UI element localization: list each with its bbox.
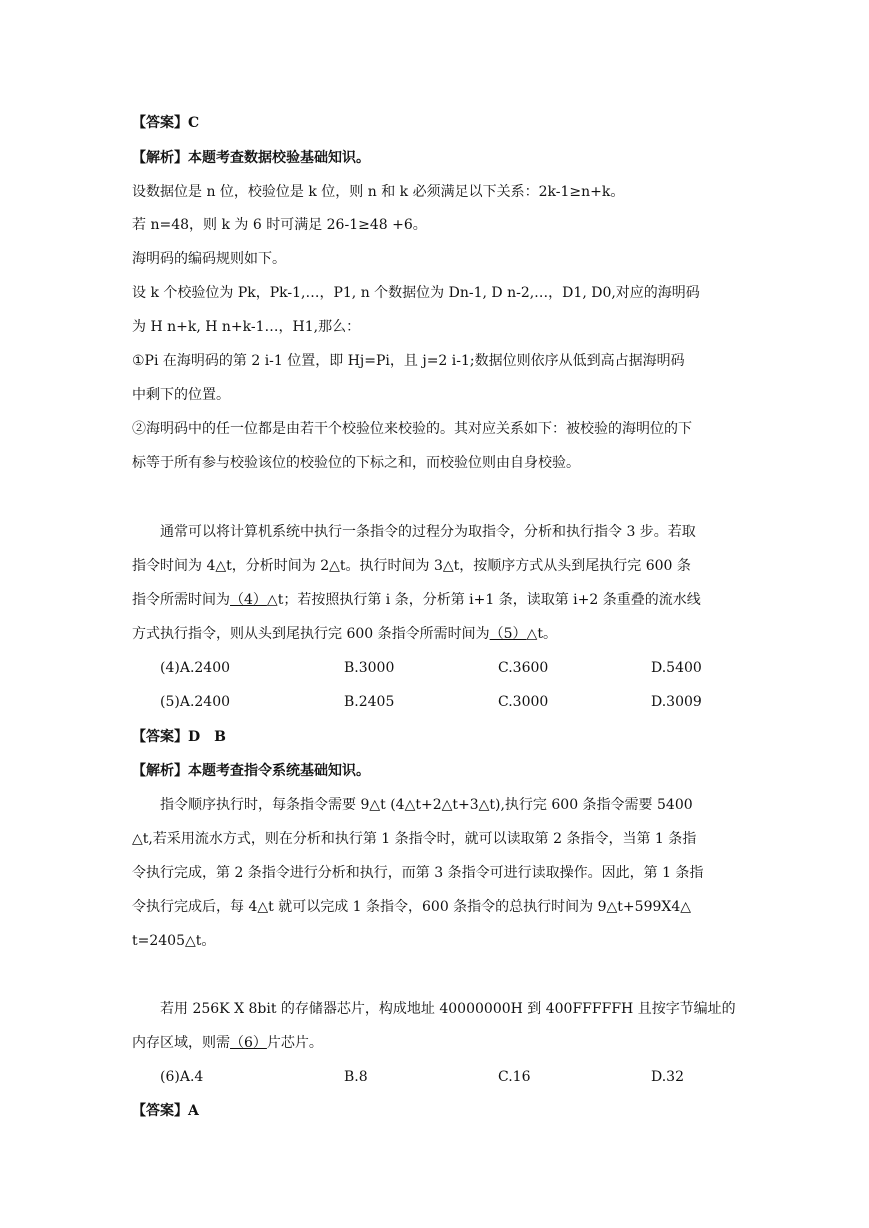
paragraph-line: 设 k 个校验位为 Pk，Pk-1,…，P1, n 个数据位为 Dn-1, D n-2,…，D1, D0,对应的海明码 [132,285,700,301]
option-4b: B.3000 [344,660,395,676]
answer-label: 【答案】C [132,115,200,131]
paragraph-line: 若 n=48，则 k 为 6 时可满足 26-1≥48 +6。 [132,217,427,233]
blank-5: （5） [489,626,527,642]
question-line: 通常可以将计算机系统中执行一条指令的过程分为取指令，分析和执行指令 3 步。若取 [160,524,696,540]
question-line: 内存区域，则需（6）片芯片。 [132,1035,323,1051]
question-line: 指令所需时间为（4）△t；若按照执行第 i 条，分析第 i+1 条，读取第 i+2 条重叠的流水线 [132,592,701,608]
question-line: 指令时间为 4△t，分析时间为 2△t。执行时间为 3△t，按顺序方式从头到尾执行完 600 条 [132,558,691,574]
option-6a: (6)A.4 [160,1069,204,1085]
analysis-heading: 【解析】本题考查数据校验基础知识。 [132,150,370,166]
option-5b: B.2405 [344,694,395,710]
option-6d: D.32 [651,1069,684,1085]
paragraph-line: 为 H n+k, H n+k-1…，H1,那么： [132,319,361,335]
paragraph-line: 海明码的编码规则如下。 [132,251,286,267]
analysis-heading: 【解析】本题考查指令系统基础知识。 [132,763,370,779]
question-line: 方式执行指令，则从头到尾执行完 600 条指令所需时间为（5）△t。 [132,626,557,642]
option-5d: D.3009 [651,694,702,710]
paragraph-line: ①Pi 在海明码的第 2 i-1 位置，即 Hj=Pi，且 j=2 i-1;数据位则依序从低到高占据海明码 [132,353,685,369]
explanation-line: 指令顺序执行时，每条指令需要 9△t (4△t+2△t+3△t),执行完 600 条指令需要 5400 [160,797,693,813]
option-4d: D.5400 [651,660,702,676]
answer-label: 【答案】A [132,1103,199,1119]
option-5c: C.3000 [498,694,549,710]
answer-label: 【答案】D B [132,729,226,745]
paragraph-line: ②海明码中的任一位都是由若干个校验位来校验的。其对应关系如下：被校验的海明位的下 [132,421,692,437]
explanation-line: 令执行完成后，每 4△t 就可以完成 1 条指令，600 条指令的总执行时间为 9△t+599X4△ [132,899,692,915]
option-6c: C.16 [498,1069,531,1085]
blank-6: （6） [230,1035,267,1051]
paragraph-line: 中剩下的位置。 [132,387,230,403]
question-line: 若用 256K X 8bit 的存储器芯片，构成地址 40000000H 到 400FFFFFH 且按字节编址的 [160,1001,736,1017]
explanation-line: △t,若采用流水方式，则在分析和执行第 1 条指令时，就可以读取第 2 条指令，当第 1 条指 [132,831,697,847]
option-6b: B.8 [344,1069,368,1085]
explanation-line: t=2405△t。 [132,933,216,949]
option-4a: (4)A.2400 [160,660,231,676]
paragraph-line: 设数据位是 n 位，校验位是 k 位，则 n 和 k 必须满足以下关系：2k-1≥n+k。 [132,184,625,200]
option-4c: C.3600 [498,660,549,676]
blank-4: （4） [230,592,267,608]
explanation-line: 令执行完成，第 2 条指令进行分析和执行，而第 3 条指令可进行读取操作。因此，第 1 条指 [132,865,704,881]
option-5a: (5)A.2400 [160,694,231,710]
paragraph-line: 标等于所有参与校验该位的校验位的下标之和，而校验位则由自身校验。 [132,455,580,471]
